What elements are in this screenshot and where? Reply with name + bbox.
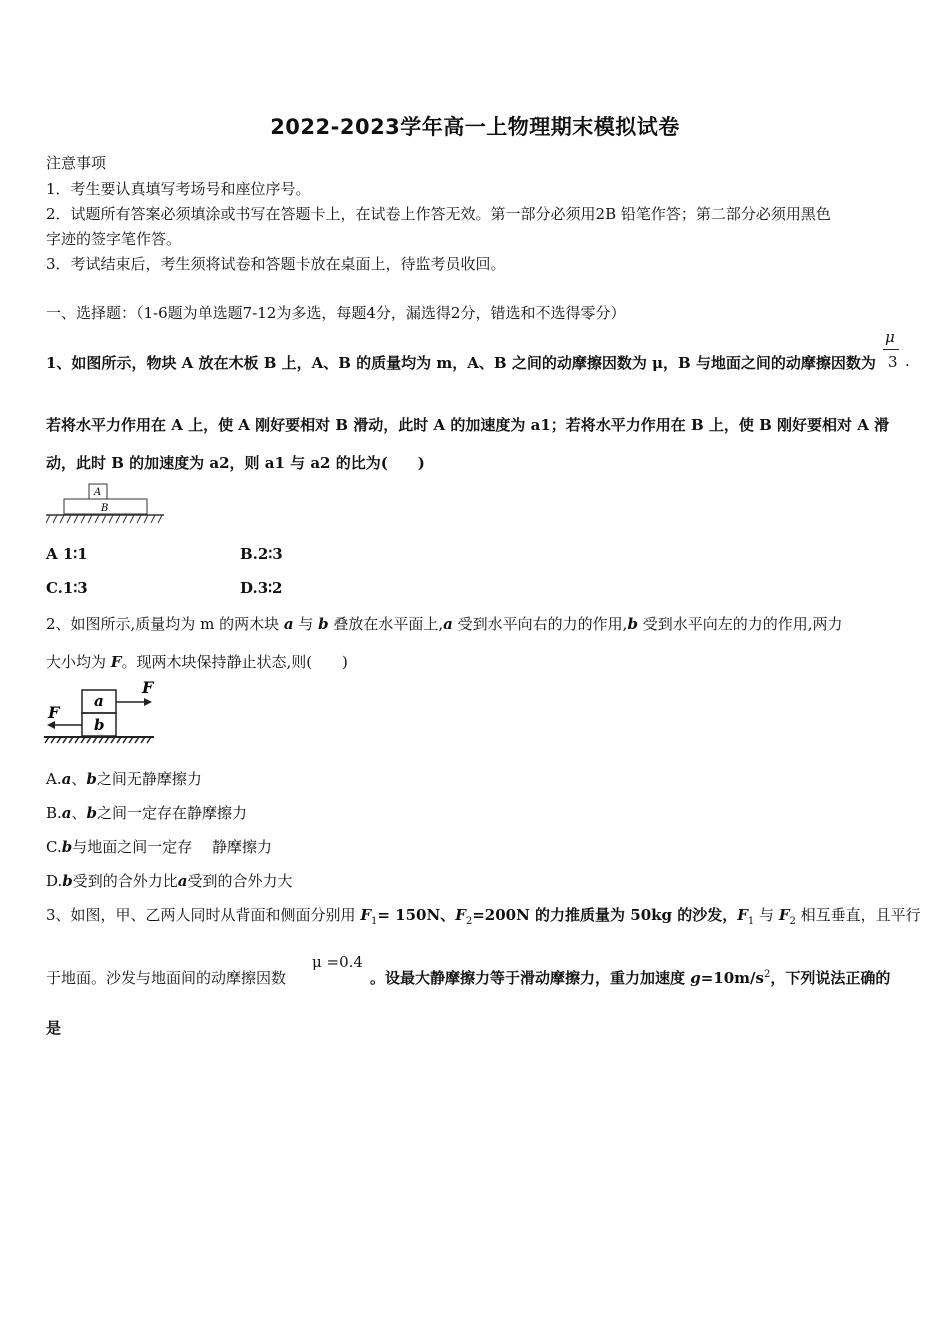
q2-var-b: b [61, 838, 73, 856]
q2-option-text: 之间一定存在静摩擦力 [97, 804, 248, 822]
q3-subscript: 1 [747, 916, 755, 927]
q1-option-b: B.2∶3 [240, 545, 283, 563]
q1-line-1: 1、如图所示，物块 A 放在木板 B 上，A、B 的质量均为 m，A、B 之间的动摩擦因数为 μ，B 与地面之间的动摩擦因数为 [46, 354, 876, 372]
q2-option-d [46, 870, 293, 891]
q3-text: = 150N、 [377, 906, 456, 924]
q3-subscript: 2 [789, 916, 796, 927]
q2-text: 叠放在水平面上, [328, 615, 444, 633]
q2-option-text: 与地面之间一定存 静摩擦力 [72, 838, 272, 856]
q2-option-text: 受到的合外力比 [72, 872, 178, 890]
q2-var-a: a [61, 770, 72, 788]
label-a: a [94, 692, 104, 710]
label-force-right: F [142, 678, 154, 697]
ground-hatch [46, 515, 162, 523]
q1-line-2: 若将水平力作用在 A 上，使 A 刚好要相对 B 滑动，此时 A 的加速度为 a1；若将水平力作用在 B 上，使 B 刚好要相对 A 滑 [46, 416, 890, 434]
page-title: 2022-2023学年高一上物理期末模拟试卷 [270, 115, 680, 139]
q3-line-2-cont [370, 967, 890, 988]
q2-option-text: 受到的合外力大 [187, 872, 293, 890]
q3-var-f2: F [455, 906, 466, 924]
q3-text: =10m/s [700, 969, 764, 987]
q3-superscript: 2 [763, 969, 771, 980]
q2-option-b [46, 802, 247, 823]
q2-var-a: a [283, 615, 294, 633]
q1-fraction-period: . [905, 352, 910, 370]
notice-heading: 注意事项 [46, 154, 107, 172]
label-a: A [94, 487, 102, 498]
q3-var-f1: F [360, 906, 371, 924]
q3-subscript: 2 [465, 916, 473, 927]
q1-fraction-denominator: 3 [888, 353, 898, 371]
q2-option-text: 之间无静摩擦力 [96, 770, 202, 788]
q1-option-c: C.1∶3 [46, 579, 88, 597]
arrow-left-head [47, 721, 55, 729]
notice-item: 2．试题所有答案必须填涂或书写在答题卡上，在试卷上作答无效。第一部分必须用2B 铅笔作答；第二部分必须用黑色 [46, 205, 831, 223]
q2-var-b: b [86, 804, 98, 822]
q3-line-2 [46, 967, 286, 988]
q2-var-b: b [318, 615, 329, 633]
q3-line-3: 是 [46, 1019, 62, 1037]
q2-option-text: C. [46, 838, 62, 856]
q2-var-b: b [627, 615, 638, 633]
label-b: b [94, 716, 105, 734]
notice-item: 字迹的签字笔作答。 [46, 230, 182, 248]
q2-option-text: 、 [71, 770, 87, 788]
notice-item: 3．考试结束后，考生须将试卷和答题卡放在桌面上，待监考员收回。 [46, 255, 506, 273]
notice-item: 1．考生要认真填写考场号和座位序号。 [46, 180, 311, 198]
q2-var-a: a [443, 615, 453, 633]
q2-text: 受到水平向右的力的作用, [452, 615, 628, 633]
q2-option-a [46, 768, 202, 789]
q3-text: ，下列说法正确的 [770, 969, 891, 987]
q3-text: 。设最大静摩擦力等于滑动摩擦力，重力加速度 [370, 969, 691, 987]
label-b: B [101, 503, 109, 514]
q2-var-f: F [110, 653, 122, 671]
fraction-bar [883, 349, 899, 350]
q2-text: 2、如图所示,质量均为 m 的两木块 [46, 615, 284, 633]
q2-text: 大小均为 [46, 653, 111, 671]
q2-var-b: b [62, 872, 73, 890]
q3-mu-equation: μ =0.4 [312, 953, 363, 971]
section-heading: 一、选择题：（1-6题为单选题7-12为多选，每题4分，漏选得2分，错选和不选得零分） [46, 304, 626, 322]
q2-var-a: a [177, 872, 188, 890]
q3-line-1 [46, 904, 921, 927]
arrow-right-head [144, 698, 152, 706]
q3-var-f1: F [737, 906, 748, 924]
q1-option-a: A 1∶1 [46, 545, 88, 563]
q2-option-text: D. [46, 872, 63, 890]
q3-var-f2: F [778, 906, 790, 924]
q2-figure-stacked-blocks [44, 676, 158, 746]
q2-option-text: A. [46, 770, 62, 788]
q3-text: 3、如图，甲、乙两人同时从背面和侧面分别用 [46, 906, 361, 924]
q1-fraction-numerator: μ [885, 328, 895, 346]
q2-text: 受到水平向左的力的作用,两力 [637, 615, 843, 633]
q3-text: 相互垂直，且平行 [795, 906, 921, 924]
q3-text: 与 [754, 906, 779, 924]
q1-line-3: 动，此时 B 的加速度为 a2，则 a1 与 a2 的比为( ) [46, 454, 425, 472]
q2-option-text: 、 [71, 804, 87, 822]
q3-text: =200N 的力推质量为 50kg 的沙发， [472, 906, 738, 924]
q3-var-g: g [690, 969, 701, 987]
q2-line-1 [46, 613, 843, 634]
label-force-left: F [48, 703, 60, 722]
q2-text: 与 [293, 615, 319, 633]
q1-figure-blocks [46, 480, 168, 528]
q2-option-c [46, 836, 272, 857]
q1-option-d: D.3∶2 [240, 579, 283, 597]
q2-var-a: a [61, 804, 72, 822]
q2-text: 。现两木块保持静止状态,则( ) [121, 653, 348, 671]
q2-line-2 [46, 651, 348, 672]
q2-option-text: B. [46, 804, 62, 822]
q2-var-b: b [86, 770, 97, 788]
q3-subscript: 1 [370, 916, 378, 927]
q3-text: 于地面。沙发与地面间的动摩擦因数 [46, 969, 287, 987]
